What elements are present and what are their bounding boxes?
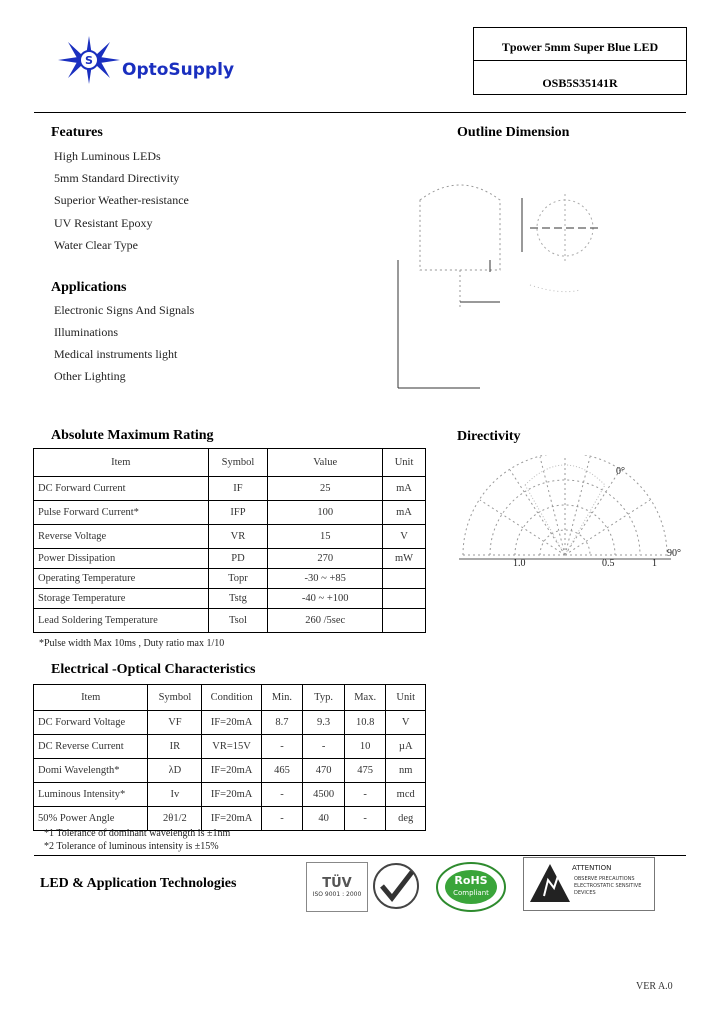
feature-item: UV Resistant Epoxy <box>54 216 153 230</box>
directivity-label-0deg: 0° <box>616 466 625 477</box>
cell: 100 <box>268 501 383 525</box>
directivity-label-left: 1.0 <box>513 558 526 569</box>
rohs-sub-label: Compliant <box>453 889 489 897</box>
cell: VR=15V <box>202 735 261 759</box>
table-row <box>34 589 426 609</box>
certification-check-icon <box>370 862 422 910</box>
cell: Pulse Forward Current* <box>34 501 209 525</box>
col-header: Max. <box>344 685 386 711</box>
cell: Operating Temperature <box>34 569 209 589</box>
svg-text:S: S <box>85 54 93 67</box>
cell: - <box>303 735 345 759</box>
cell: Reverse Voltage <box>34 525 209 549</box>
feature-item: Superior Weather-resistance <box>54 193 189 207</box>
application-item: Medical instruments light <box>54 347 178 361</box>
cell: 15 <box>268 525 383 549</box>
footer-divider <box>34 855 686 856</box>
cell: deg <box>386 807 426 831</box>
table-row <box>34 609 426 633</box>
header-divider <box>34 112 686 113</box>
eo-note-1: *1 Tolerance of dominant wavelength is ±1nm <box>44 828 231 839</box>
cell: 10 <box>344 735 386 759</box>
cell: µA <box>386 735 426 759</box>
application-item: Other Lighting <box>54 369 126 383</box>
cell: V <box>383 525 426 549</box>
cell: mcd <box>386 783 426 807</box>
version-label: VER A.0 <box>636 981 673 992</box>
directivity-label-mid: 0.5 <box>602 558 615 569</box>
outline-title: Outline Dimension <box>457 125 570 140</box>
cell: VR <box>208 525 268 549</box>
table-row <box>34 759 426 783</box>
col-header: Symbol <box>208 449 268 477</box>
cell: IR <box>148 735 202 759</box>
cell: 270 <box>268 549 383 569</box>
brand-logo <box>58 36 278 84</box>
cell: 25 <box>268 477 383 501</box>
rohs-badge <box>432 860 510 914</box>
eo-title: Electrical -Optical Characteristics <box>51 662 256 677</box>
brand-name: OptoSupply <box>122 60 235 80</box>
feature-item: High Luminous LEDs <box>54 149 161 163</box>
applications-title: Applications <box>51 280 127 295</box>
cell: mA <box>383 477 426 501</box>
cell: mW <box>383 549 426 569</box>
esd-warning-text: OBSERVE PRECAUTIONS ELECTROSTATIC SENSITIVE DEVICES <box>574 876 642 896</box>
cell: nm <box>386 759 426 783</box>
tuv-label: TÜV <box>322 876 352 891</box>
cell: DC Forward Current <box>34 477 209 501</box>
table-row <box>34 735 426 759</box>
cell: - <box>344 783 386 807</box>
col-header: Value <box>268 449 383 477</box>
feature-item: 5mm Standard Directivity <box>54 171 180 185</box>
cell: 260 /5sec <box>268 609 383 633</box>
col-header: Unit <box>386 685 426 711</box>
part-number: OSB5S35141R <box>542 76 618 90</box>
table-row <box>34 807 426 831</box>
abs-max-table <box>33 448 426 633</box>
cell: 8.7 <box>261 711 303 735</box>
cell: Tstg <box>208 589 268 609</box>
cell: Lead Soldering Temperature <box>34 609 209 633</box>
attention-label: ATTENTION <box>572 864 612 872</box>
feature-item: Water Clear Type <box>54 238 138 252</box>
esd-warning-icon <box>528 862 572 906</box>
cell: λD <box>148 759 202 783</box>
cell: 9.3 <box>303 711 345 735</box>
cell: Storage Temperature <box>34 589 209 609</box>
cell: V <box>386 711 426 735</box>
cell: - <box>344 807 386 831</box>
cell: IF=20mA <box>202 711 261 735</box>
rohs-leaf-icon <box>432 860 510 914</box>
cell: IF=20mA <box>202 783 261 807</box>
cell: 2θ1/2 <box>148 807 202 831</box>
star-burst-icon <box>58 36 120 84</box>
product-title: Tpower 5mm Super Blue LED <box>501 40 659 54</box>
table-row <box>34 549 426 569</box>
table-header-row <box>34 449 426 477</box>
cell: 465 <box>261 759 303 783</box>
abs-max-title: Absolute Maximum Rating <box>51 428 214 443</box>
col-header: Min. <box>261 685 303 711</box>
cell: PD <box>208 549 268 569</box>
col-header: Item <box>34 685 148 711</box>
col-header: Unit <box>383 449 426 477</box>
esd-attention-box <box>523 857 655 911</box>
cell: Iv <box>148 783 202 807</box>
application-item: Illuminations <box>54 325 118 339</box>
tuv-badge <box>306 862 368 912</box>
table-row <box>34 525 426 549</box>
company-name: LED & Application Technologies <box>40 876 237 891</box>
cell <box>383 589 426 609</box>
features-title: Features <box>51 125 103 140</box>
directivity-plot <box>455 455 695 575</box>
cell: -30 ~ +85 <box>268 569 383 589</box>
cell: IF <box>208 477 268 501</box>
cell: IFP <box>208 501 268 525</box>
col-header: Item <box>34 449 209 477</box>
abs-max-note: *Pulse width Max 10ms , Duty ratio max 1/10 <box>39 638 225 649</box>
cell: 10.8 <box>344 711 386 735</box>
table-header-row <box>34 685 426 711</box>
title-box <box>473 27 687 95</box>
cell: - <box>261 735 303 759</box>
table-row <box>34 711 426 735</box>
table-row <box>34 477 426 501</box>
rohs-label: RoHS <box>454 874 488 887</box>
eo-note-2: *2 Tolerance of luminous intensity is ±15% <box>44 841 219 852</box>
directivity-label-right: 1 <box>652 558 657 569</box>
col-header: Symbol <box>148 685 202 711</box>
cell: Topr <box>208 569 268 589</box>
cell: - <box>261 807 303 831</box>
cell: 475 <box>344 759 386 783</box>
cell: Power Dissipation <box>34 549 209 569</box>
cell: Tsol <box>208 609 268 633</box>
cell <box>383 609 426 633</box>
cell: DC Forward Voltage <box>34 711 148 735</box>
col-header: Condition <box>202 685 261 711</box>
cell: mA <box>383 501 426 525</box>
application-item: Electronic Signs And Signals <box>54 303 195 317</box>
cell <box>383 569 426 589</box>
directivity-title: Directivity <box>457 429 521 444</box>
outline-drawing <box>390 160 690 410</box>
eo-table <box>33 684 426 831</box>
table-row <box>34 569 426 589</box>
cell: 470 <box>303 759 345 783</box>
cell: 50% Power Angle <box>34 807 148 831</box>
cell: IF=20mA <box>202 759 261 783</box>
table-row <box>34 783 426 807</box>
cell: IF=20mA <box>202 807 261 831</box>
col-header: Typ. <box>303 685 345 711</box>
cell: 40 <box>303 807 345 831</box>
cell: DC Reverse Current <box>34 735 148 759</box>
cell: VF <box>148 711 202 735</box>
directivity-label-90deg: 90° <box>667 548 681 559</box>
table-row <box>34 501 426 525</box>
iso-label: ISO 9001 : 2000 <box>312 891 362 898</box>
cell: -40 ~ +100 <box>268 589 383 609</box>
cell: 4500 <box>303 783 345 807</box>
cell: - <box>261 783 303 807</box>
cell: Domi Wavelength* <box>34 759 148 783</box>
cell: Luminous Intensity* <box>34 783 148 807</box>
